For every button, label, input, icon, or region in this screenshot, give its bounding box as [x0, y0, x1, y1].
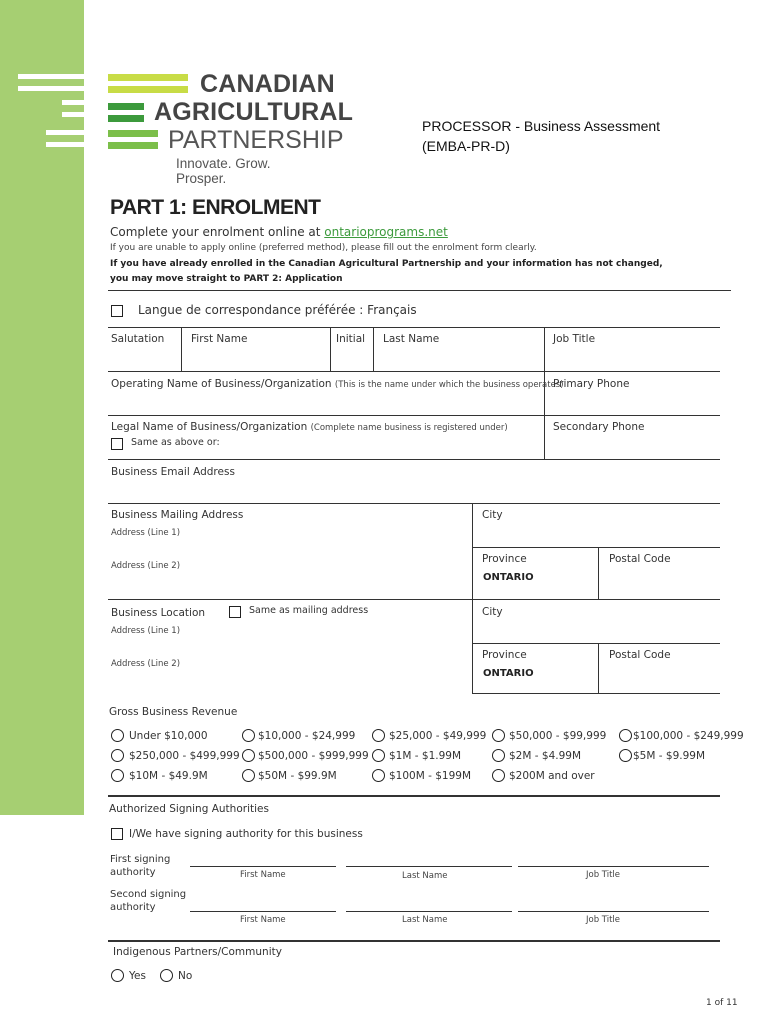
page-number: 1 of 11 [706, 998, 738, 1008]
first-signer-last-name-line[interactable] [346, 866, 512, 867]
divider [598, 547, 599, 599]
revenue-radio[interactable] [242, 729, 255, 742]
operating-name-field[interactable] [111, 378, 564, 390]
logo-bar-lime [108, 86, 188, 93]
revenue-option: $500,000 - $999,999 [258, 750, 369, 762]
langue-checkbox[interactable] [111, 305, 123, 317]
second-signing-line2: authority [110, 902, 156, 913]
already-enrolled-line1: If you have already enrolled in the Canadian Agricultural Partnership and your information has not changed, [110, 259, 663, 269]
logo-tagline: Innovate. Grow. Prosper. [176, 156, 271, 186]
same-as-above-label: Same as above or: [131, 437, 220, 448]
operating-name-label: Operating Name of Business/Organization [111, 378, 332, 390]
divider [472, 547, 720, 548]
same-as-above-checkbox[interactable] [111, 438, 123, 450]
divider [108, 290, 731, 291]
mailing-province-label: Province [482, 553, 527, 565]
second-signer-last-name-line[interactable] [346, 911, 512, 912]
revenue-radio[interactable] [372, 749, 385, 762]
revenue-option: $2M - $4.99M [509, 750, 582, 762]
left-green-band [0, 0, 84, 815]
revenue-option: $100,000 - $249,999 [633, 730, 744, 742]
second-signer-first-name-label: First Name [240, 915, 286, 925]
logo-line1: CANADIAN [200, 70, 335, 98]
location-postal-code-field[interactable]: Postal Code [609, 649, 671, 661]
band-stripe [46, 130, 84, 135]
business-location-label: Business Location [111, 607, 206, 619]
divider [330, 327, 331, 371]
location-address-line2-field[interactable]: Address (Line 2) [111, 659, 181, 669]
revenue-option: $5M - $9.99M [633, 750, 706, 762]
divider [472, 643, 720, 644]
revenue-option: $50,000 - $99,999 [509, 730, 607, 742]
primary-phone-field[interactable]: Primary Phone [553, 378, 630, 390]
same-as-mailing-checkbox[interactable] [229, 606, 241, 618]
first-signing-label [110, 853, 170, 879]
revenue-option: $200M and over [509, 770, 595, 782]
revenue-radio[interactable] [242, 769, 255, 782]
revenue-radio[interactable] [619, 749, 632, 762]
second-signing-label [110, 888, 186, 914]
revenue-radio[interactable] [242, 749, 255, 762]
first-signer-job-title-line[interactable] [518, 866, 709, 867]
revenue-radio[interactable] [619, 729, 632, 742]
divider [108, 599, 720, 600]
mailing-address-label: Business Mailing Address [111, 509, 244, 521]
revenue-radio[interactable] [492, 749, 505, 762]
second-signer-job-title-line[interactable] [518, 911, 709, 912]
indigenous-no-label: No [178, 970, 193, 982]
operating-name-note: (This is the name under which the business operates) [334, 380, 564, 390]
divider [108, 795, 720, 797]
signing-title: Authorized Signing Authorities [109, 803, 269, 815]
logo-line3: PARTNERSHIP [168, 126, 344, 154]
online-enrolment-text [110, 225, 448, 239]
revenue-option: $100M - $199M [389, 770, 472, 782]
first-signer-first-name-label: First Name [240, 870, 286, 880]
divider [181, 327, 182, 371]
first-signing-line2: authority [110, 867, 156, 878]
mailing-address-line2-field[interactable]: Address (Line 2) [111, 561, 181, 571]
initial-field[interactable]: Initial [336, 333, 366, 345]
divider [108, 415, 720, 416]
logo-bar-lime [108, 74, 188, 81]
logo-bar-green [108, 103, 144, 110]
logo-line2: AGRICULTURAL [154, 98, 354, 126]
revenue-radio[interactable] [372, 769, 385, 782]
form-title-line1: PROCESSOR - Business Assessment [422, 118, 661, 134]
online-prefix: Complete your enrolment online at [110, 225, 325, 239]
legal-name-label: Legal Name of Business/Organization [111, 421, 308, 433]
business-email-field[interactable]: Business Email Address [111, 466, 235, 478]
divider [373, 327, 374, 371]
indigenous-yes-label: Yes [129, 970, 146, 982]
revenue-radio[interactable] [111, 769, 124, 782]
job-title-field[interactable]: Job Title [553, 333, 596, 345]
divider [108, 371, 720, 372]
logo [108, 70, 354, 186]
band-stripe [62, 100, 84, 105]
revenue-option: $250,000 - $499,999 [129, 750, 240, 762]
location-province-label: Province [482, 649, 527, 661]
divider [108, 503, 720, 504]
divider [108, 940, 720, 942]
revenue-option: $1M - $1.99M [389, 750, 462, 762]
revenue-option: $25,000 - $49,999 [389, 730, 487, 742]
first-signing-line1: First signing [110, 854, 171, 865]
second-signer-first-name-line[interactable] [190, 911, 336, 912]
location-province-value: ONTARIO [483, 668, 534, 679]
mailing-city-field[interactable]: City [482, 509, 503, 521]
revenue-title: Gross Business Revenue [109, 706, 238, 718]
same-as-mailing-label: Same as mailing address [249, 605, 369, 616]
legal-name-note: (Complete name business is registered under) [310, 423, 508, 433]
revenue-option: $10,000 - $24,999 [258, 730, 356, 742]
second-signer-job-title-label: Job Title [586, 915, 621, 925]
divider [472, 693, 720, 694]
divider [108, 327, 720, 328]
form-title [422, 116, 660, 156]
location-address-line1-field[interactable]: Address (Line 1) [111, 626, 181, 636]
divider [598, 643, 599, 694]
logo-bar-mid [108, 142, 158, 149]
second-signer-last-name-label: Last Name [402, 915, 448, 925]
revenue-option: $10M - $49.9M [129, 770, 208, 782]
unable-to-apply-note: If you are unable to apply online (preferred method), please fill out the enrolment form clearly. [110, 243, 537, 253]
revenue-radio[interactable] [111, 729, 124, 742]
first-signer-first-name-line[interactable] [190, 866, 336, 867]
divider [544, 327, 545, 459]
secondary-phone-field[interactable]: Secondary Phone [553, 421, 645, 433]
band-stripe [46, 142, 84, 147]
revenue-option: $50M - $99.9M [258, 770, 337, 782]
salutation-field[interactable]: Salutation [111, 333, 165, 345]
signing-authority-checkbox[interactable] [111, 828, 123, 840]
second-signing-line1: Second signing [110, 889, 187, 900]
mailing-postal-code-field[interactable]: Postal Code [609, 553, 671, 565]
indigenous-yes-radio[interactable] [111, 969, 124, 982]
band-stripe [18, 86, 84, 91]
logo-bar-green [108, 115, 144, 122]
revenue-radio[interactable] [492, 769, 505, 782]
revenue-radio[interactable] [372, 729, 385, 742]
indigenous-title: Indigenous Partners/Community [113, 946, 282, 958]
first-name-field[interactable]: First Name [191, 333, 248, 345]
part1-title: PART 1: ENROLMENT [110, 196, 321, 219]
revenue-option: Under $10,000 [129, 730, 208, 742]
signing-authority-label: I/We have signing authority for this business [129, 828, 363, 840]
divider [108, 459, 720, 460]
logo-bar-mid [108, 130, 158, 137]
mailing-address-line1-field[interactable]: Address (Line 1) [111, 528, 181, 538]
location-city-field[interactable]: City [482, 606, 503, 618]
already-enrolled-line2: you may move straight to PART 2: Application [110, 274, 343, 284]
form-title-line2: (EMBA-PR-D) [422, 138, 510, 154]
last-name-field[interactable]: Last Name [383, 333, 440, 345]
langue-label: Langue de correspondance préférée : Français [138, 303, 417, 317]
indigenous-no-radio[interactable] [160, 969, 173, 982]
band-stripe [62, 112, 84, 117]
first-signer-last-name-label: Last Name [402, 871, 448, 881]
revenue-radio[interactable] [492, 729, 505, 742]
revenue-radio[interactable] [111, 749, 124, 762]
band-stripe [18, 74, 84, 79]
legal-name-field[interactable] [111, 421, 508, 433]
ontarioprograms-link[interactable]: ontarioprograms.net [324, 225, 448, 239]
mailing-province-value: ONTARIO [483, 572, 534, 583]
first-signer-job-title-label: Job Title [586, 870, 621, 880]
